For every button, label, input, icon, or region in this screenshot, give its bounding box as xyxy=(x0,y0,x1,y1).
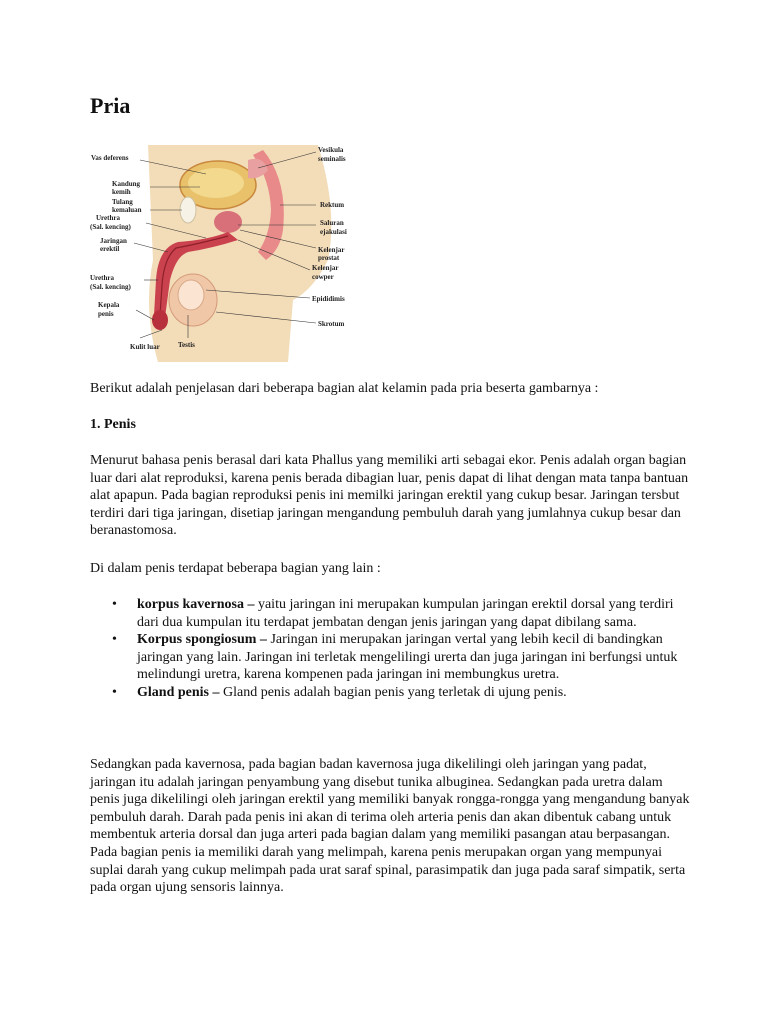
list-item xyxy=(90,684,690,702)
page-title: Pria xyxy=(90,93,131,118)
list-item-text: yaitu jaringan ini merupakan kumpulan jaringan erektil dorsal yang terdiri dari dua kumpulan itu terdapat jembatan dengan jenis jaringan yang dapat dibilang sama. xyxy=(137,597,674,630)
label-kandung-kemih: kemih xyxy=(112,188,131,196)
label-kulit-luar: Kulit luar xyxy=(130,343,160,351)
label-vesikula: Vesikula xyxy=(318,146,344,154)
label-vas-deferens: Vas deferens xyxy=(91,154,129,162)
list-item-term: Gland penis – xyxy=(137,684,220,700)
label-testis: Testis xyxy=(178,341,195,349)
label-skrotum: Skrotum xyxy=(318,320,345,328)
label-urethra-bottom: Urethra xyxy=(90,274,114,282)
label-saluran-ejakulasi: Saluran xyxy=(320,219,344,227)
label-jaringan-erektil: Jaringan xyxy=(100,237,127,245)
label-urethra-top: (Sal. kencing) xyxy=(90,223,131,231)
anatomy-figure xyxy=(88,140,368,362)
label-epididimis: Epididimis xyxy=(312,295,345,303)
label-kepala-penis: Kepala xyxy=(98,301,120,309)
label-kelenjar-prostat: prostat xyxy=(318,254,340,262)
male-reproductive-diagram xyxy=(88,140,368,362)
intro-paragraph: Berikut adalah penjelasan dari beberapa bagian alat kelamin pada pria beserta gambarnya : xyxy=(90,381,599,396)
label-tulang-kemaluan: kemaluan xyxy=(112,206,142,214)
label-tulang-kemaluan: Tulang xyxy=(112,198,133,206)
label-vesikula: seminalis xyxy=(318,155,346,163)
label-kandung-kemih: Kandung xyxy=(112,180,141,188)
list-item-text: Jaringan ini merupakan jaringan vertal yang lebih kecil di bandingkan jaringan yang lain. Jaringan ini terletak mengelilingi urerta dan juga jaringan ini berfungsi untuk melindungi uretra, karena kompenen pada jaringan ini membungkus uretra. xyxy=(137,632,678,683)
label-kepala-penis: penis xyxy=(98,310,114,318)
list-item-term: korpus kavernosa – xyxy=(137,597,255,612)
list-item-text: Gland penis adalah bagian penis yang terletak di ujung penis. xyxy=(219,684,567,700)
label-kelenjar-cowper: cowper xyxy=(312,273,334,281)
penis-parts-list xyxy=(90,596,690,702)
label-saluran-ejakulasi: ejakulasi xyxy=(320,228,347,236)
list-item-term: Korpus spongiosum – xyxy=(137,632,267,648)
list-item xyxy=(90,631,690,684)
label-rektum: Rektum xyxy=(320,201,345,209)
label-jaringan-erektil: erektil xyxy=(100,245,120,253)
label-kelenjar-prostat: Kelenjar xyxy=(318,246,345,254)
list-item xyxy=(90,596,690,631)
paragraph-penis-parts-intro: Di dalam penis terdapat beberapa bagian yang lain : xyxy=(90,561,381,576)
paragraph-penis-definition: Menurut bahasa penis berasal dari kata Phallus yang memiliki arti sebagai ekor. Penis adalah organ bagian luar dari alat reproduksi, karena penis berada dibagian luar, penis dapat di lihat dengan mata tanpa bantuan alat apapun. Pada bagian reproduksi penis ini memilki jaringan erektil yang cukup besar. Jaringan tersbut terdiri dari tiga jaringan, disetiap jaringan mengandung pembuluh darah yang jumlahnya cukup besar dan beranastomosa. xyxy=(90,453,689,539)
label-urethra-bottom: (Sal. kencing) xyxy=(90,283,131,291)
label-kelenjar-cowper: Kelenjar xyxy=(312,264,339,272)
section-heading-penis: 1. Penis xyxy=(90,417,136,432)
paragraph-kavernosa: Sedangkan pada kavernosa, pada bagian badan kavernosa juga dikelilingi oleh jaringan yang padat, jaringan itu adalah jaringan penyambung yang disebut tunika albuginea. Sedangkan pada uretra dalam penis juga dikelilingi oleh jaringan erektil yang memiliki banyak rongga-rongga yang mengandung banyak pembuluh darah. Darah pada penis ini akan di terima oleh arteria penis dan akan dibentuk cabang untuk membentuk arteria dorsal dan juga arteri pada bagian dalam yang memiliki pasangan atau berpasangan. Pada bagian penis ia memiliki darah yang melimpah, karena penis merupakan organ yang mempunyai suplai darah yang cukup melimpah pada urat saraf spinal, parasimpatik dan juga pada saraf simpatik, serta pada organ ujung sensoris lainnya. xyxy=(90,757,690,896)
label-urethra-top: Urethra xyxy=(96,214,120,222)
